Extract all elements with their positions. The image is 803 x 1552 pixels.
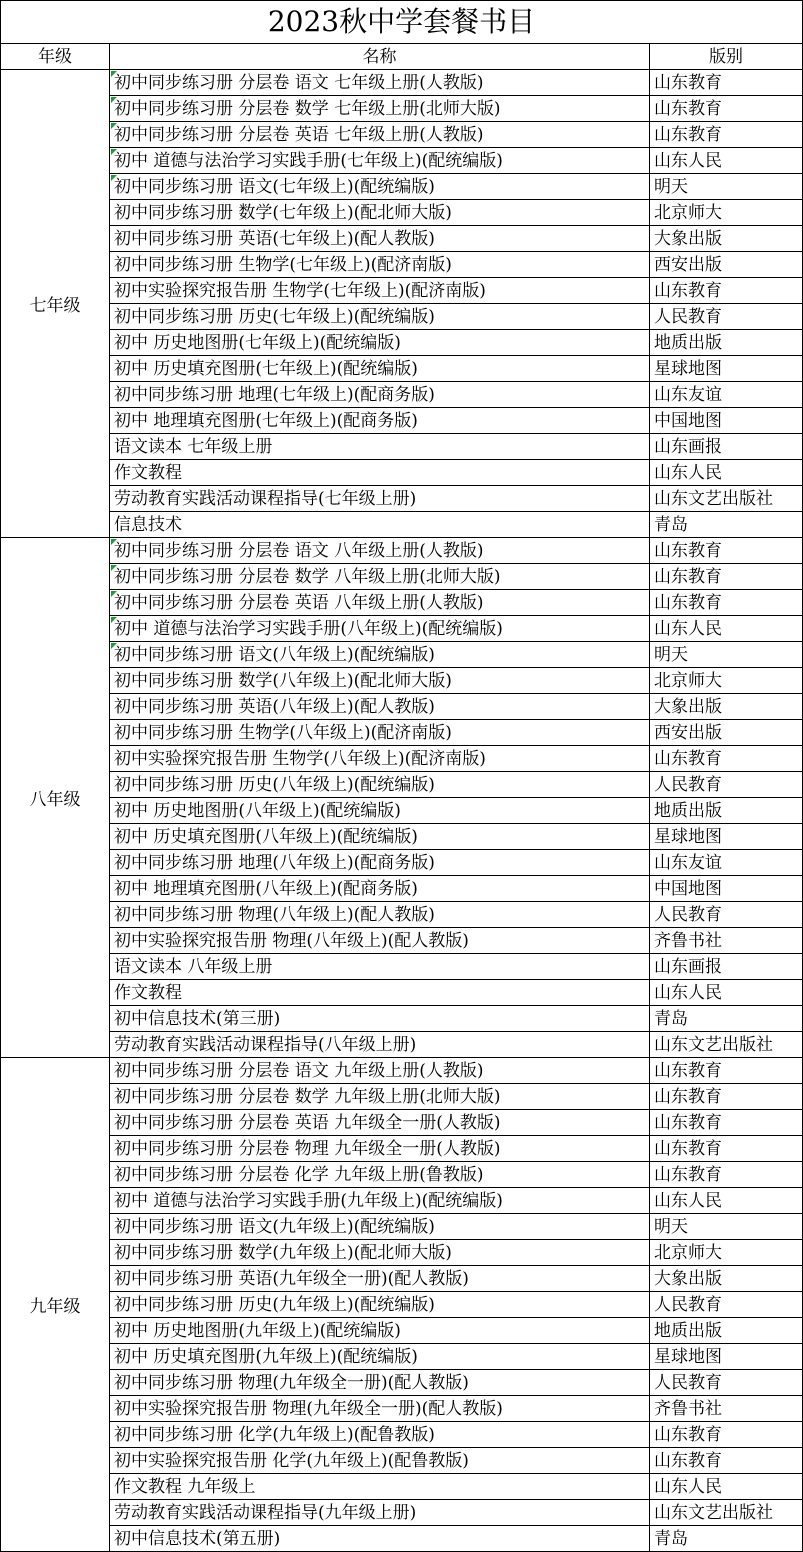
table-row <box>0 70 803 96</box>
table-row <box>0 1370 803 1396</box>
header-publisher: 版别 <box>650 44 803 70</box>
book-publisher: 地质出版 <box>650 1318 803 1344</box>
book-name: 初中 历史填充图册(七年级上)(配统编版) <box>110 356 650 382</box>
book-publisher: 西安出版 <box>650 720 803 746</box>
table-row <box>0 980 803 1006</box>
book-name: 作文教程 <box>110 980 650 1006</box>
book-publisher: 山东教育 <box>650 1448 803 1474</box>
book-name: 初中同步练习册 分层卷 英语 八年级上册(人教版) <box>110 590 650 616</box>
table-row <box>0 200 803 226</box>
book-name: 初中同步练习册 生物学(七年级上)(配济南版) <box>110 252 650 278</box>
grade-label: 七年级 <box>0 70 110 538</box>
table-row <box>0 460 803 486</box>
book-name: 初中同步练习册 语文(九年级上)(配统编版) <box>110 1214 650 1240</box>
book-name: 初中同步练习册 数学(八年级上)(配北师大版) <box>110 668 650 694</box>
table-row <box>0 1136 803 1162</box>
table-row <box>0 434 803 460</box>
book-publisher: 北京师大 <box>650 668 803 694</box>
book-publisher: 山东教育 <box>650 590 803 616</box>
book-name: 初中同步练习册 分层卷 物理 九年级全一册(人教版) <box>110 1136 650 1162</box>
table-row <box>0 590 803 616</box>
book-publisher: 山东教育 <box>650 1162 803 1188</box>
table-row <box>0 252 803 278</box>
book-name: 劳动教育实践活动课程指导(九年级上册) <box>110 1500 650 1526</box>
table-row <box>0 1266 803 1292</box>
book-name: 初中实验探究报告册 物理(九年级全一册)(配人教版) <box>110 1396 650 1422</box>
cell-comment-marker <box>111 565 117 571</box>
book-name: 初中 道德与法治学习实践手册(八年级上)(配统编版) <box>110 616 650 642</box>
table-row <box>0 928 803 954</box>
book-name: 劳动教育实践活动课程指导(八年级上册) <box>110 1032 650 1058</box>
table-row <box>0 174 803 200</box>
book-publisher: 山东教育 <box>650 1110 803 1136</box>
table-row <box>0 1110 803 1136</box>
book-publisher: 大象出版 <box>650 226 803 252</box>
book-name: 初中同步练习册 化学(九年级上)(配鲁教版) <box>110 1422 650 1448</box>
book-name: 初中实验探究报告册 生物学(八年级上)(配济南版) <box>110 746 650 772</box>
cell-comment-marker <box>111 123 117 129</box>
book-name: 语文读本 七年级上册 <box>110 434 650 460</box>
table-row <box>0 564 803 590</box>
table-row <box>0 304 803 330</box>
book-publisher: 山东人民 <box>650 460 803 486</box>
grade-label: 八年级 <box>0 538 110 1058</box>
book-name: 初中同步练习册 分层卷 数学 八年级上册(北师大版) <box>110 564 650 590</box>
book-publisher: 山东文艺出版社 <box>650 1500 803 1526</box>
table-row <box>0 720 803 746</box>
table-row <box>0 1448 803 1474</box>
book-publisher: 山东文艺出版社 <box>650 1032 803 1058</box>
book-name: 作文教程 九年级上 <box>110 1474 650 1500</box>
book-publisher: 山东教育 <box>650 538 803 564</box>
table-row <box>0 1006 803 1032</box>
table-row <box>0 1344 803 1370</box>
book-name: 信息技术 <box>110 512 650 538</box>
book-name: 作文教程 <box>110 460 650 486</box>
book-name: 初中同步练习册 历史(八年级上)(配统编版) <box>110 772 650 798</box>
book-name: 初中同步练习册 地理(七年级上)(配商务版) <box>110 382 650 408</box>
table-row <box>0 824 803 850</box>
cell-comment-marker <box>111 71 117 77</box>
table-row <box>0 642 803 668</box>
book-name: 初中同步练习册 分层卷 语文 八年级上册(人教版) <box>110 538 650 564</box>
table-row <box>0 1214 803 1240</box>
table-row <box>0 1526 803 1552</box>
table-row <box>0 1162 803 1188</box>
cell-comment-marker <box>111 539 117 545</box>
table-row <box>0 1422 803 1448</box>
table-row <box>0 1084 803 1110</box>
book-publisher: 山东教育 <box>650 1084 803 1110</box>
book-name: 初中信息技术(第三册) <box>110 1006 650 1032</box>
book-publisher: 山东教育 <box>650 1058 803 1084</box>
table-row <box>0 746 803 772</box>
table-row <box>0 96 803 122</box>
header-name: 名称 <box>110 44 650 70</box>
book-publisher: 山东人民 <box>650 980 803 1006</box>
table-row <box>0 876 803 902</box>
book-name: 初中同步练习册 分层卷 数学 九年级上册(北师大版) <box>110 1084 650 1110</box>
book-name: 初中 道德与法治学习实践手册(九年级上)(配统编版) <box>110 1188 650 1214</box>
book-name: 初中同步练习册 分层卷 语文 九年级上册(人教版) <box>110 1058 650 1084</box>
book-publisher: 齐鲁书社 <box>650 928 803 954</box>
book-publisher: 山东教育 <box>650 1422 803 1448</box>
sheet-title: 2023秋中学套餐书目 <box>0 0 803 44</box>
book-name: 初中同步练习册 数学(七年级上)(配北师大版) <box>110 200 650 226</box>
book-publisher: 明天 <box>650 642 803 668</box>
table-row <box>0 616 803 642</box>
book-publisher: 人民教育 <box>650 1370 803 1396</box>
book-name: 初中实验探究报告册 生物学(七年级上)(配济南版) <box>110 278 650 304</box>
book-name: 初中 历史地图册(九年级上)(配统编版) <box>110 1318 650 1344</box>
book-name: 初中同步练习册 物理(八年级上)(配人教版) <box>110 902 650 928</box>
book-name: 初中同步练习册 分层卷 英语 七年级上册(人教版) <box>110 122 650 148</box>
table-row <box>0 486 803 512</box>
cell-comment-marker <box>111 617 117 623</box>
table-row <box>0 1240 803 1266</box>
book-publisher: 人民教育 <box>650 902 803 928</box>
book-publisher: 山东教育 <box>650 278 803 304</box>
book-publisher: 山东文艺出版社 <box>650 486 803 512</box>
grade-label: 九年级 <box>0 1058 110 1552</box>
book-publisher: 星球地图 <box>650 356 803 382</box>
book-name: 初中同步练习册 分层卷 语文 七年级上册(人教版) <box>110 70 650 96</box>
book-publisher: 地质出版 <box>650 798 803 824</box>
book-publisher: 星球地图 <box>650 824 803 850</box>
book-publisher: 大象出版 <box>650 1266 803 1292</box>
cell-comment-marker <box>111 97 117 103</box>
cell-comment-marker <box>111 149 117 155</box>
book-name: 初中同步练习册 分层卷 数学 七年级上册(北师大版) <box>110 96 650 122</box>
book-publisher: 西安出版 <box>650 252 803 278</box>
table-row <box>0 226 803 252</box>
book-publisher: 北京师大 <box>650 1240 803 1266</box>
table-row <box>0 382 803 408</box>
book-name: 初中实验探究报告册 化学(九年级上)(配鲁教版) <box>110 1448 650 1474</box>
header-row <box>0 44 803 70</box>
book-name: 初中同步练习册 语文(八年级上)(配统编版) <box>110 642 650 668</box>
table-row <box>0 798 803 824</box>
book-publisher: 星球地图 <box>650 1344 803 1370</box>
book-publisher: 山东人民 <box>650 1474 803 1500</box>
book-publisher: 北京师大 <box>650 200 803 226</box>
table-row <box>0 1292 803 1318</box>
table-row <box>0 512 803 538</box>
header-grade: 年级 <box>0 44 110 70</box>
book-publisher: 明天 <box>650 1214 803 1240</box>
book-name: 初中同步练习册 语文(七年级上)(配统编版) <box>110 174 650 200</box>
book-publisher: 齐鲁书社 <box>650 1396 803 1422</box>
book-name: 初中信息技术(第五册) <box>110 1526 650 1552</box>
book-publisher: 明天 <box>650 174 803 200</box>
book-publisher: 人民教育 <box>650 772 803 798</box>
book-name: 初中 道德与法治学习实践手册(七年级上)(配统编版) <box>110 148 650 174</box>
book-publisher: 大象出版 <box>650 694 803 720</box>
book-name: 初中同步练习册 数学(九年级上)(配北师大版) <box>110 1240 650 1266</box>
cell-comment-marker <box>111 643 117 649</box>
table-row <box>0 954 803 980</box>
book-publisher: 中国地图 <box>650 876 803 902</box>
cell-comment-marker <box>111 175 117 181</box>
book-publisher: 人民教育 <box>650 304 803 330</box>
table-row <box>0 1032 803 1058</box>
book-publisher: 山东教育 <box>650 70 803 96</box>
table-row <box>0 668 803 694</box>
table-row <box>0 356 803 382</box>
book-publisher: 山东友谊 <box>650 382 803 408</box>
book-publisher: 山东友谊 <box>650 850 803 876</box>
book-name: 初中同步练习册 英语(九年级全一册)(配人教版) <box>110 1266 650 1292</box>
table-row <box>0 1058 803 1084</box>
book-name: 初中 历史填充图册(九年级上)(配统编版) <box>110 1344 650 1370</box>
table-row <box>0 694 803 720</box>
table-row <box>0 148 803 174</box>
book-publisher: 山东教育 <box>650 122 803 148</box>
table-row <box>0 772 803 798</box>
book-name: 初中同步练习册 物理(九年级全一册)(配人教版) <box>110 1370 650 1396</box>
book-name: 初中 地理填充图册(八年级上)(配商务版) <box>110 876 650 902</box>
book-name: 语文读本 八年级上册 <box>110 954 650 980</box>
book-publisher: 山东人民 <box>650 148 803 174</box>
cell-comment-marker <box>111 591 117 597</box>
book-name: 初中 历史填充图册(八年级上)(配统编版) <box>110 824 650 850</box>
table-row <box>0 122 803 148</box>
book-publisher: 青岛 <box>650 1526 803 1552</box>
book-publisher: 山东教育 <box>650 746 803 772</box>
book-name: 初中同步练习册 分层卷 英语 九年级全一册(人教版) <box>110 1110 650 1136</box>
table-row <box>0 1474 803 1500</box>
table-row <box>0 1396 803 1422</box>
book-name: 初中 历史地图册(七年级上)(配统编版) <box>110 330 650 356</box>
book-name: 初中同步练习册 英语(八年级上)(配人教版) <box>110 694 650 720</box>
table-row <box>0 850 803 876</box>
book-name: 初中 历史地图册(八年级上)(配统编版) <box>110 798 650 824</box>
book-publisher: 青岛 <box>650 512 803 538</box>
table-row <box>0 330 803 356</box>
book-name: 初中同步练习册 历史(九年级上)(配统编版) <box>110 1292 650 1318</box>
book-name: 初中同步练习册 地理(八年级上)(配商务版) <box>110 850 650 876</box>
book-name: 劳动教育实践活动课程指导(七年级上册) <box>110 486 650 512</box>
book-publisher: 山东教育 <box>650 1136 803 1162</box>
book-name: 初中 地理填充图册(七年级上)(配商务版) <box>110 408 650 434</box>
book-publisher: 山东人民 <box>650 1188 803 1214</box>
table-row <box>0 278 803 304</box>
table-row <box>0 1318 803 1344</box>
book-name: 初中实验探究报告册 物理(八年级上)(配人教版) <box>110 928 650 954</box>
book-publisher: 山东教育 <box>650 564 803 590</box>
book-publisher: 青岛 <box>650 1006 803 1032</box>
book-name: 初中同步练习册 历史(七年级上)(配统编版) <box>110 304 650 330</box>
book-name: 初中同步练习册 分层卷 化学 九年级上册(鲁教版) <box>110 1162 650 1188</box>
book-publisher: 山东画报 <box>650 954 803 980</box>
table-row <box>0 1188 803 1214</box>
table-row <box>0 902 803 928</box>
book-publisher: 山东人民 <box>650 616 803 642</box>
table-row <box>0 1500 803 1526</box>
book-publisher: 地质出版 <box>650 330 803 356</box>
book-name: 初中同步练习册 英语(七年级上)(配人教版) <box>110 226 650 252</box>
book-publisher: 山东教育 <box>650 96 803 122</box>
book-publisher: 山东画报 <box>650 434 803 460</box>
book-publisher: 人民教育 <box>650 1292 803 1318</box>
table-row <box>0 538 803 564</box>
table-row <box>0 408 803 434</box>
book-publisher: 中国地图 <box>650 408 803 434</box>
book-name: 初中同步练习册 生物学(八年级上)(配济南版) <box>110 720 650 746</box>
